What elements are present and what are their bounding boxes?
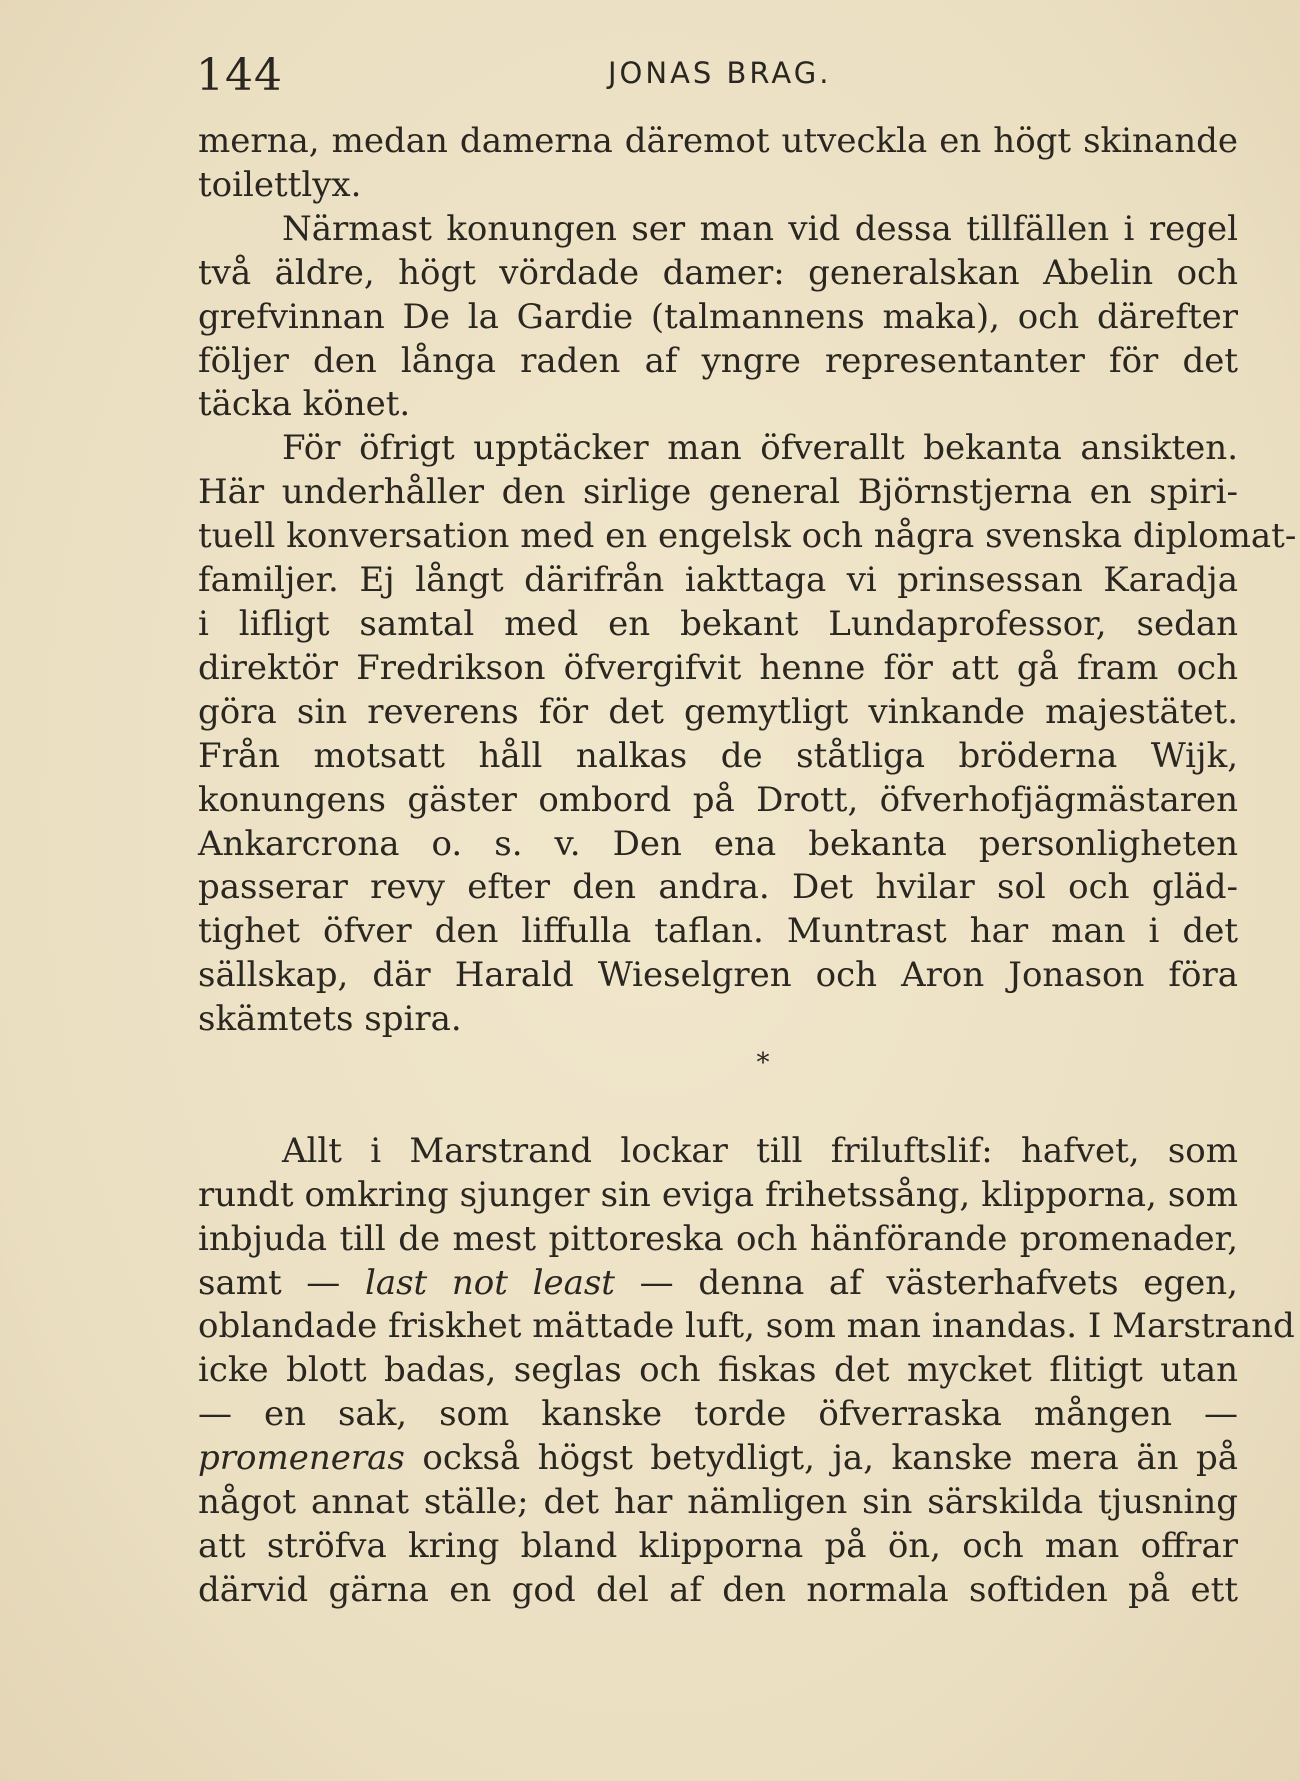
text-line: direktör Fredrikson öfvergifvit henne för att gå fram och: [198, 647, 1238, 688]
text-line: täcka könet.: [198, 384, 411, 425]
text-line: merna, medan damerna däremot utveckla en högt skinande: [198, 121, 1238, 161]
body-text: [198, 120, 1297, 1613]
word-samt: samt: [198, 1262, 282, 1303]
text-line: passerar revy efter den andra. Det hvilar sol och gläd-: [198, 867, 1238, 908]
text-line: göra sin reverens för det gemytligt vinkande majestätet.: [198, 691, 1238, 732]
text-line: Ankarcrona o. s. v. Den ena bekanta personligheten: [198, 823, 1238, 864]
page-header: [196, 50, 1240, 100]
text-line-mixed: [198, 1437, 1238, 1481]
section-divider: *: [756, 1048, 770, 1079]
text-line: att ströfva kring bland klipporna på ön, och man offrar: [198, 1525, 1238, 1566]
text-line: familjer. Ej långt därifrån iakttaga vi prinsessan Karadja: [198, 560, 1238, 601]
text-line: rundt omkring sjunger sin eviga frihetssång, klipporna, som: [198, 1174, 1238, 1215]
text-line: — en sak, som kanske torde öfverraska mången —: [198, 1394, 1238, 1435]
line-remainder: också högst betydligt, ja, kanske mera än på: [422, 1438, 1238, 1479]
text-line: något annat ställe; det har nämligen sin särskilda tjusning: [198, 1482, 1238, 1523]
text-line: Från motsatt håll nalkas de ståtliga bröderna Wijk,: [198, 735, 1238, 776]
italic-word-promeneras: promeneras: [198, 1438, 405, 1479]
text-line: oblandade friskhet mättade luft, som man inandas. I Marstrand: [198, 1306, 1295, 1347]
em-dash: —: [639, 1262, 674, 1303]
text-line: tuell konversation med en engelsk och några svenska diplomat-: [198, 516, 1297, 557]
text-line: toilettlyx.: [198, 164, 362, 205]
text-line: inbjuda till de mest pittoreska och hänförande promenader,: [198, 1218, 1238, 1259]
text-line: sällskap, där Harald Wieselgren och Aron Jonason föra: [198, 955, 1238, 996]
text-line: konungens gäster ombord på Drott, öfverhofjägmästaren: [198, 779, 1238, 820]
em-dash: —: [306, 1262, 341, 1303]
text-line: Allt i Marstrand lockar till friluftslif: hafvet, som: [282, 1130, 1238, 1171]
page-number: 144: [196, 50, 283, 101]
text-line: icke blott badas, seglas och fiskas det mycket flitigt utan: [198, 1350, 1238, 1391]
text-line: grefvinnan De la Gardie (talmannens maka), och därefter: [198, 296, 1238, 337]
italic-phrase-last-not-least: last not least: [364, 1262, 615, 1303]
text-line: följer den långa raden af yngre representanter för det: [198, 340, 1238, 381]
running-title: JONAS BRAG.: [608, 56, 832, 90]
text-line: två äldre, högt vördade damer: generalskan Abelin och: [198, 252, 1238, 293]
text-line: därvid gärna en god del af den normala softiden på ett: [198, 1569, 1238, 1610]
text-line: skämtets spira.: [198, 999, 462, 1040]
text-line: tighet öfver den liffulla taflan. Muntrast har man i det: [198, 911, 1238, 952]
text-line-mixed: [198, 1262, 1238, 1306]
line-remainder: denna af västerhafvets egen,: [698, 1262, 1238, 1303]
text-line: Här underhåller den sirlige general Björnstjerna en spiri-: [198, 472, 1238, 513]
text-line: För öfrigt upptäcker man öfverallt bekanta ansikten.: [282, 428, 1238, 469]
text-line: i lifligt samtal med en bekant Lundaprofessor, sedan: [198, 603, 1238, 644]
text-line: Närmast konungen ser man vid dessa tillfällen i regel: [282, 208, 1238, 249]
section-spacer: [198, 1086, 1238, 1130]
